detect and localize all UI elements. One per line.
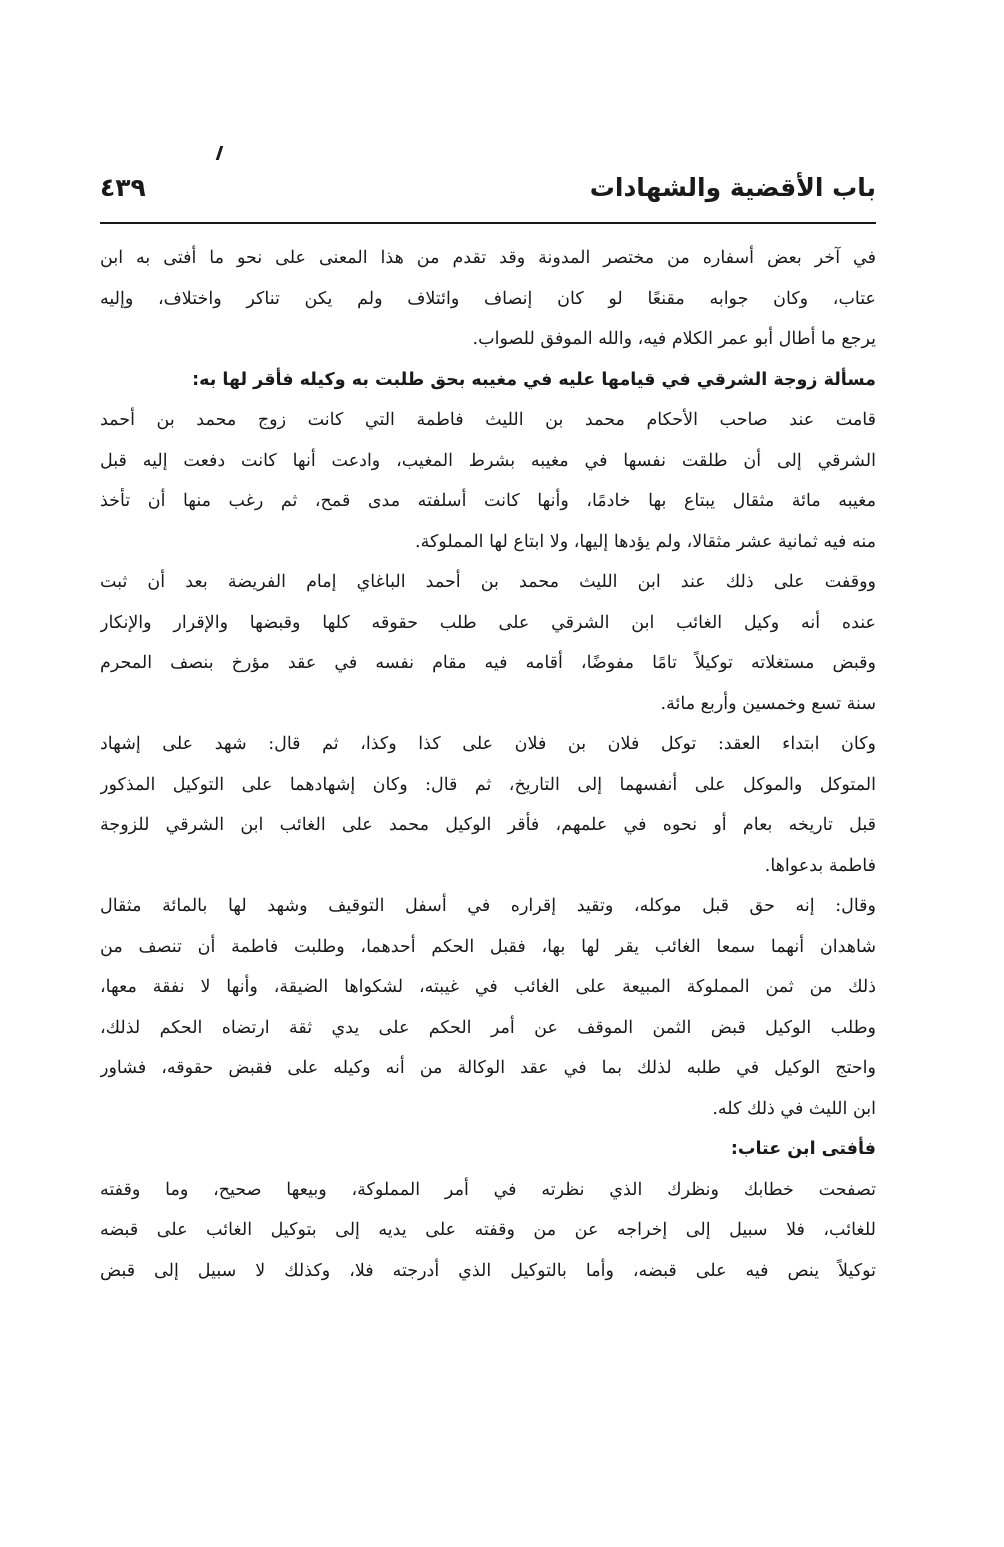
text-line: واحتج الوكيل في طلبه لذلك بما في عقد الوكالة من أنه وكيله على فقبض حقوقه، فشاور xyxy=(100,1058,876,1078)
text-line: عتاب، وكان جوابه مقنعًا لو كان إنصاف وائتلاف ولم يكن تناكر واختلاف، وإليه xyxy=(100,288,876,309)
text-line: قبل تاريخه بعام أو نحوه في علمهم، فأقر الوكيل محمد على الغائب ابن الشرقي للزوجة xyxy=(100,815,876,835)
section-heading: فأفتى ابن عتاب: xyxy=(730,1139,876,1159)
text-line: سنة تسع وخمسين وأربع مائة. xyxy=(660,693,876,714)
text-line: تصفحت خطابك ونظرك الذي نظرته في أمر المملوكة، وبيعها صحيح، وما وقفته xyxy=(100,1179,876,1200)
text-line: المتوكل والموكل على أنفسهما إلى التاريخ، ثم قال: وكان إشهادهما على التوكيل المذكور xyxy=(100,774,876,795)
margin-mark xyxy=(216,146,224,160)
text-line: للغائب، فلا سبيل إلى إخراجه عن من وقفته على يديه إلى بتوكيل الغائب على قبضه xyxy=(100,1220,876,1240)
text-line: وقبض مستغلاته توكيلاً تامًا مفوضًا، أقامه فيه مقام نفسه في عقد مؤرخ بنصف المحرم xyxy=(100,653,876,673)
text-line: شاهدان أنهما سمعا الغائب يقر لها بها، فقبل الحكم أحدهما، وطلبت فاطمة أن تنصف من xyxy=(100,936,876,957)
section-heading: مسألة زوجة الشرقي في قيامها عليه في مغيبه بحق طلبت به وكيله فأقر لها به: xyxy=(192,369,876,390)
text-line: قامت عند صاحب الأحكام محمد بن الليث فاطمة التي كانت زوج محمد بن أحمد xyxy=(100,410,876,430)
body-text xyxy=(100,238,876,1291)
page-header xyxy=(100,168,876,212)
text-line: فاطمة بدعواها. xyxy=(764,855,876,876)
text-line: وكان ابتداء العقد: توكل فلان بن فلان على كذا وكذا، ثم قال: شهد على إشهاد xyxy=(100,734,876,754)
text-line: عنده أنه وكيل الغائب ابن الشرقي على طلب حقوقه كلها وقبضها والإقرار والإنكار xyxy=(100,612,876,633)
text-line: منه فيه ثمانية عشر مثقالا، ولم يؤدها إليها، ولا ابتاع لها المملوكة. xyxy=(415,531,876,552)
header-rule xyxy=(100,222,876,224)
running-title: باب الأقضية والشهادات xyxy=(589,173,876,202)
text-line: توكيلاً ينص فيه على قبضه، وأما بالتوكيل الذي أدرجته فلا، وكذلك لا سبيل إلى قبض xyxy=(100,1260,876,1281)
text-line: مغيبه مائة مثقال يبتاع بها خادمًا، وأنها كانت أسلفته مدى قمح، ثم رغب منها أن تأخذ xyxy=(100,491,876,511)
text-line: ووقفت على ذلك عند ابن الليث محمد بن أحمد الباغاي إمام الفريضة بعد أن ثبت xyxy=(100,572,876,592)
text-line: الشرقي إلى أن طلقت نفسها في مغيبه بشرط المغيب، وادعت أنها كانت دفعت إليه قبل xyxy=(100,450,876,471)
text-line: في آخر بعض أسفاره من مختصر المدونة وقد تقدم من هذا المعنى على نحو ما أفتى به ابن xyxy=(100,248,876,268)
text-line: وقال: إنه حق قبل موكله، وتقيد إقراره في أسفل التوقيف وشهد لها بالمائة مثقال xyxy=(100,896,876,916)
text-line: ذلك من ثمن المملوكة المبيعة على الغائب في غيبته، لشكواها الضيقة، وأنها لا نفقة معها، xyxy=(100,977,876,997)
text-line: ابن الليث في ذلك كله. xyxy=(712,1098,876,1119)
text-line: يرجع ما أطال أبو عمر الكلام فيه، والله الموفق للصواب. xyxy=(472,329,876,349)
text-line: وطلب الوكيل قبض الثمن الموقف عن أمر الحكم على يدي ثقة ارتضاه الحكم لذلك، xyxy=(100,1017,876,1038)
page-number: ٤٣٩ xyxy=(100,173,146,202)
